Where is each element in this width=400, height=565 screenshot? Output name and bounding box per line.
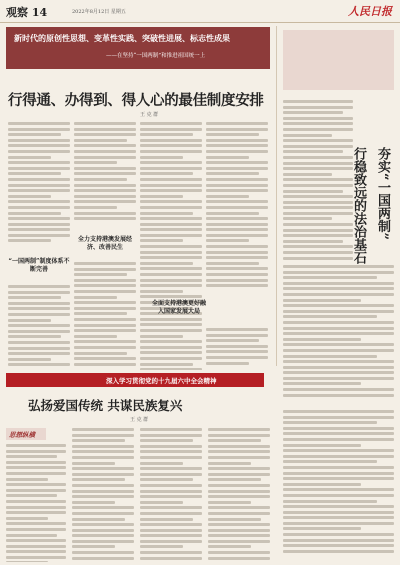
banner-title: 新时代的原创性思想、变革性实践、突破性进展、标志性成果 [14,33,230,43]
right-article-bottom-text [283,410,394,562]
article-column-3 [140,122,202,370]
right-intro-box [283,30,394,90]
banner-subtitle: ——在坚持“一国两制”和推进祖国统一上 [106,53,206,59]
section-title: 观察 14 [6,6,48,19]
newspaper-logo: 人民日报 [348,5,392,18]
masthead [0,0,400,23]
right-article-text [283,100,353,260]
article-column-1 [8,122,70,247]
article2-byline: 王 克 群 [130,417,149,423]
article-column-4 [206,122,268,287]
article2-column-2 [72,428,134,562]
article-column-2 [74,122,136,227]
subheading-1: “一国两制”制度体系不断完善 [8,258,70,273]
article-column-4b [206,328,268,370]
section-strip-text: 深入学习贯彻党的十九届六中全会精神 [106,377,217,385]
column-divider [276,26,277,366]
article-column-1b [8,285,70,370]
column-tag [6,428,46,440]
right-headline-part2: 行稳致远的法治基石 [351,147,366,264]
article2-column-4 [208,428,270,562]
section-strip [6,373,264,387]
right-article-lower-text [283,265,394,405]
series-banner [6,27,270,69]
subheading-3: 全面支持港澳更好融入国家发展大局 [151,300,206,315]
article2-headline: 弘扬爱国传统 共谋民族复兴 [28,398,183,413]
article-headline: 行得通、办得到、得人心的最佳制度安排 [8,92,264,109]
subheading-2: 全力支持港澳发展经济、改善民生 [77,236,132,251]
column-tag-label: 思想纵横 [9,431,35,439]
issue-date: 2022年8月12日 星期五 [72,9,126,15]
article2-column-3 [140,428,202,562]
article2-column-1 [6,444,66,562]
right-headline-part1: 夯实“一国两制” [375,147,390,240]
article-column-2b [74,262,136,370]
article-byline: 王 克 群 [140,112,159,118]
